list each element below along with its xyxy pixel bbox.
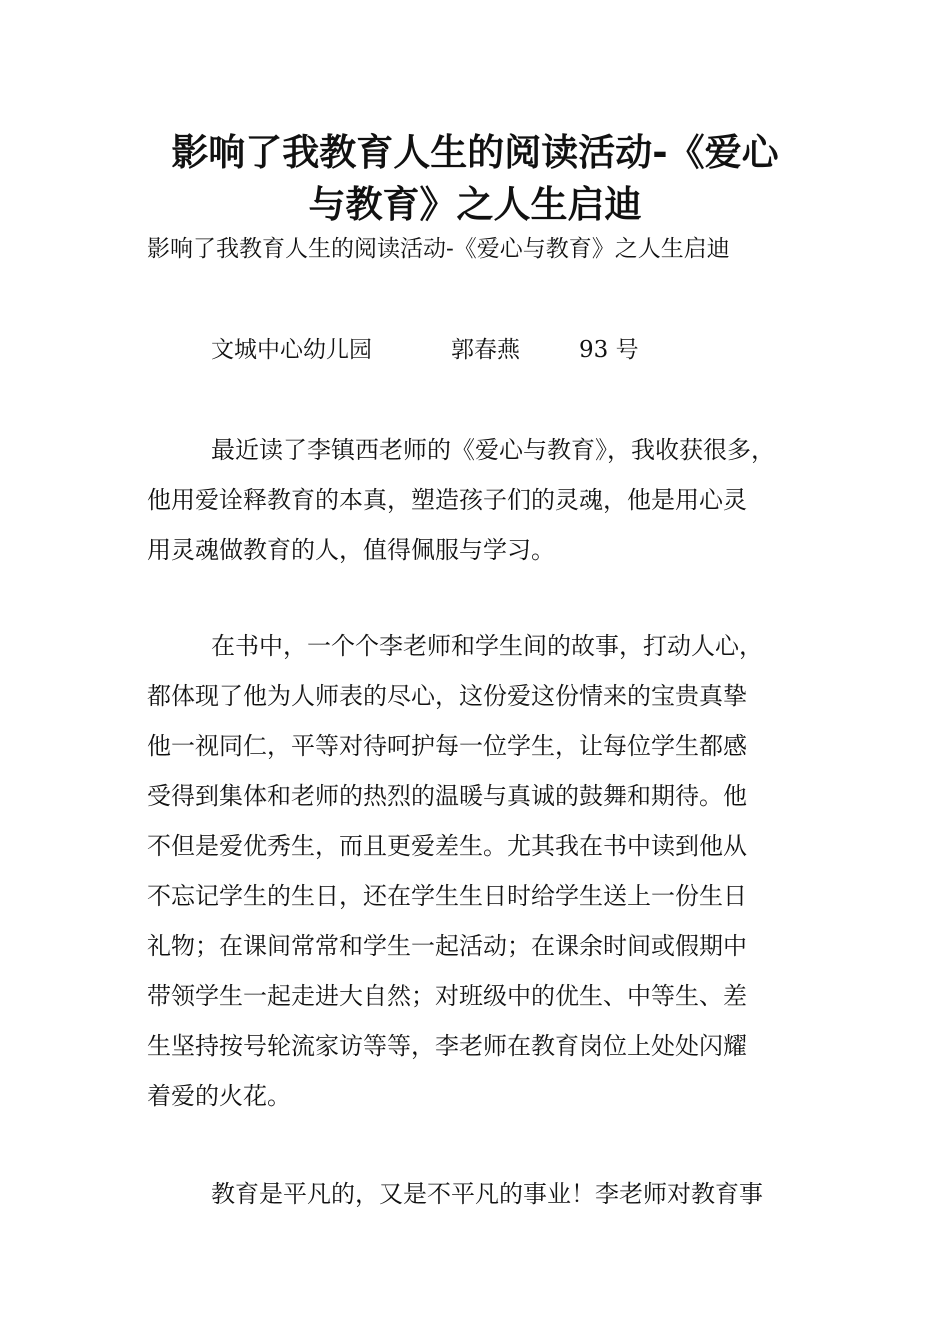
paragraph-line: 不但是爱优秀生，而且更爱差生。尤其我在书中读到他从 xyxy=(147,832,747,860)
title-line: 影响了我教育人生的阅读活动-《爱心 xyxy=(171,131,779,174)
paragraph-line: 教育是平凡的，又是不平凡的事业！李老师对教育事 xyxy=(211,1180,763,1208)
paragraph xyxy=(147,629,837,1129)
paragraph-line: 受得到集体和老师的热烈的温暖与真诚的鼓舞和期待。他 xyxy=(147,782,747,810)
paragraph-line: 着爱的火花。 xyxy=(147,1082,291,1110)
paragraph-line: 礼物；在课间常常和学生一起活动；在课余时间或假期中 xyxy=(147,932,747,960)
paragraph-line: 在书中，一个个李老师和学生间的故事，打动人心， xyxy=(211,632,763,660)
paragraph-line: 带领学生一起走进大自然；对班级中的优生、中等生、差 xyxy=(147,982,747,1010)
paragraph xyxy=(147,1177,837,1227)
author-line xyxy=(211,333,639,367)
paragraph-line: 生坚持按号轮流家访等等，李老师在教育岗位上处处闪耀 xyxy=(147,1032,747,1060)
author-school: 文城中心幼儿园 xyxy=(211,337,372,363)
document-subtitle: 影响了我教育人生的阅读活动-《爱心与教育》之人生启迪 xyxy=(147,236,730,262)
title-line: 与教育》之人生启迪 xyxy=(308,183,642,226)
paragraph-line: 最近读了李镇西老师的《爱心与教育》，我收获很多， xyxy=(211,436,775,464)
paragraph-line: 他用爱诠释教育的本真，塑造孩子们的灵魂，他是用心灵 xyxy=(147,486,747,514)
paragraph-line: 用灵魂做教育的人，值得佩服与学习。 xyxy=(147,536,555,564)
paragraph xyxy=(147,433,837,583)
author-name: 郭春燕 xyxy=(451,337,520,363)
author-number: 93 号 xyxy=(579,337,639,363)
paragraph-line: 都体现了他为人师表的尽心，这份爱这份情来的宝贵真挚 xyxy=(147,682,747,710)
paragraph-line: 不忘记学生的生日，还在学生生日时给学生送上一份生日 xyxy=(147,882,747,910)
paragraph-line: 他一视同仁，平等对待呵护每一位学生，让每位学生都感 xyxy=(147,732,747,760)
document-title xyxy=(120,127,830,231)
